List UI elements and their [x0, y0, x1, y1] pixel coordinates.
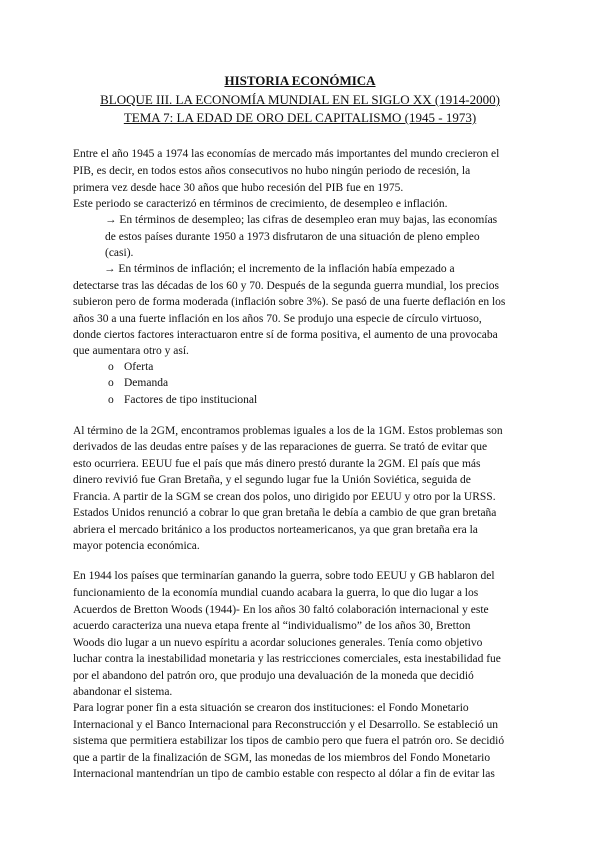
text-line: En 1944 los países que terminarían ganando la guerra, sobre todo EEUU y GB hablaron del	[73, 570, 495, 582]
text-line: subieron pero de forma moderada (inflación sobre 3%). Se pasó de una fuerte deflación en los	[73, 296, 506, 308]
text-line: donde ciertos factores interactuaron entre sí de forma positiva, el aumento de una provocaba	[73, 329, 498, 341]
bullet-marker: o	[108, 394, 114, 406]
text-line: funcionamiento de la economía mundial cuando acabara la guerra, lo que dio lugar a los	[73, 587, 479, 599]
text-line: primera vez desde hace 30 años que hubo recesión del PIB fue en 1975.	[73, 182, 404, 194]
text-line: (casi).	[105, 247, 134, 259]
text-line: derivados de las deudas entre países y de las reparaciones de guerra. Se trató de evitar que	[73, 441, 488, 453]
text-line: → En términos de desempleo; las cifras de desempleo eran muy bajas, las economías	[105, 214, 498, 226]
text-line: que a partir de la finalización de SGM, las monedas de los miembros del Fondo Monetario	[73, 752, 491, 764]
text-line: Acuerdos de Bretton Woods (1944)- En los años 30 faltó colaboración internacional y este	[73, 604, 489, 616]
topic-heading: TEMA 7: LA EDAD DE ORO DEL CAPITALISMO (1945 - 1973)	[123, 110, 477, 125]
text-line: Entre el año 1945 a 1974 las economías de mercado más importantes del mundo crecieron el	[73, 148, 500, 160]
block-heading: BLOQUE III. LA ECONOMÍA MUNDIAL EN EL SIGLO XX (1914-2000)	[100, 92, 500, 107]
list-item: Demanda	[124, 377, 169, 389]
text-line: por el abandono del patrón oro, que produjo una devaluación de la moneda que decidió	[73, 670, 474, 682]
text-line: mayor potencia económica.	[73, 540, 200, 552]
list-item: Oferta	[124, 361, 154, 373]
text-line: PIB, es decir, en todos estos años consecutivos no hubo ningún periodo de recesión, la	[73, 165, 471, 177]
bullet-marker: o	[108, 361, 114, 373]
text-line: Estados Unidos renunció a cobrar lo que gran bretaña le debía a cambio de que gran bretaña	[73, 507, 497, 519]
list-item: Factores de tipo institucional	[124, 394, 258, 406]
text-line: Este periodo se caracterizó en términos de crecimiento, de desempleo e inflación.	[73, 198, 448, 210]
text-line: años 30 a una fuerte inflación en los años 70. Se produjo una especie de círculo virtuoso,	[73, 313, 482, 325]
text-line: que aumentara otro y así.	[73, 345, 189, 357]
bullet-marker: o	[108, 377, 114, 389]
text-line: sistema que permitiera estabilizar los tipos de cambio pero que fuera el patrón oro. Se decidió	[73, 735, 505, 747]
text-line: Internacional y el Banco Internacional para Reconstrucción y el Desarrollo. Se estableció un	[73, 719, 499, 731]
text-line: → En términos de inflación; el incremento de la inflación había empezado a	[104, 263, 455, 275]
text-line: Para lograr poner fin a esta situación se crearon dos instituciones: el Fondo Monetario	[73, 702, 469, 714]
text-line: abandonar el sistema.	[73, 686, 173, 698]
text-line: Al término de la 2GM, encontramos problemas iguales a los de la 1GM. Estos problemas son	[73, 425, 503, 437]
text-line: detectarse tras las décadas de los 60 y 70. Después de la segunda guerra mundial, los precios	[73, 280, 499, 292]
text-line: luchar contra la inestabilidad monetaria y las restricciones comerciales, esta inestabilidad fue	[73, 653, 501, 665]
text-line: esto ocurriera. EEUU fue el país que más dinero prestó durante la 2GM. El país que más	[73, 458, 481, 470]
text-line: Francia. A partir de la SGM se crean dos polos, uno dirigido por EEUU y otro por la URSS.	[73, 491, 496, 503]
text-line: dinero revivió fue Gran Bretaña, y el segundo lugar fue la Unión Soviética, seguida de	[73, 474, 471, 486]
text-line: Woods dio lugar a un nuevo espíritu a acordar soluciones generales. Tenía como objetivo	[73, 637, 483, 649]
text-line: Internacional mantendrían un tipo de cambio estable con respecto al dólar a fin de evitar las	[73, 768, 495, 780]
text-line: de estos países durante 1950 a 1973 disfrutaron de una situación de pleno empleo	[105, 231, 480, 243]
document-title: HISTORIA ECONÓMICA	[224, 73, 376, 88]
text-line: abriera el mercado británico a los productos norteamericanos, ya que gran bretaña era la	[73, 524, 478, 536]
text-line: acuerdo caracteriza una nueva etapa frente al “individualismo” de los años 30, Bretton	[73, 620, 471, 632]
